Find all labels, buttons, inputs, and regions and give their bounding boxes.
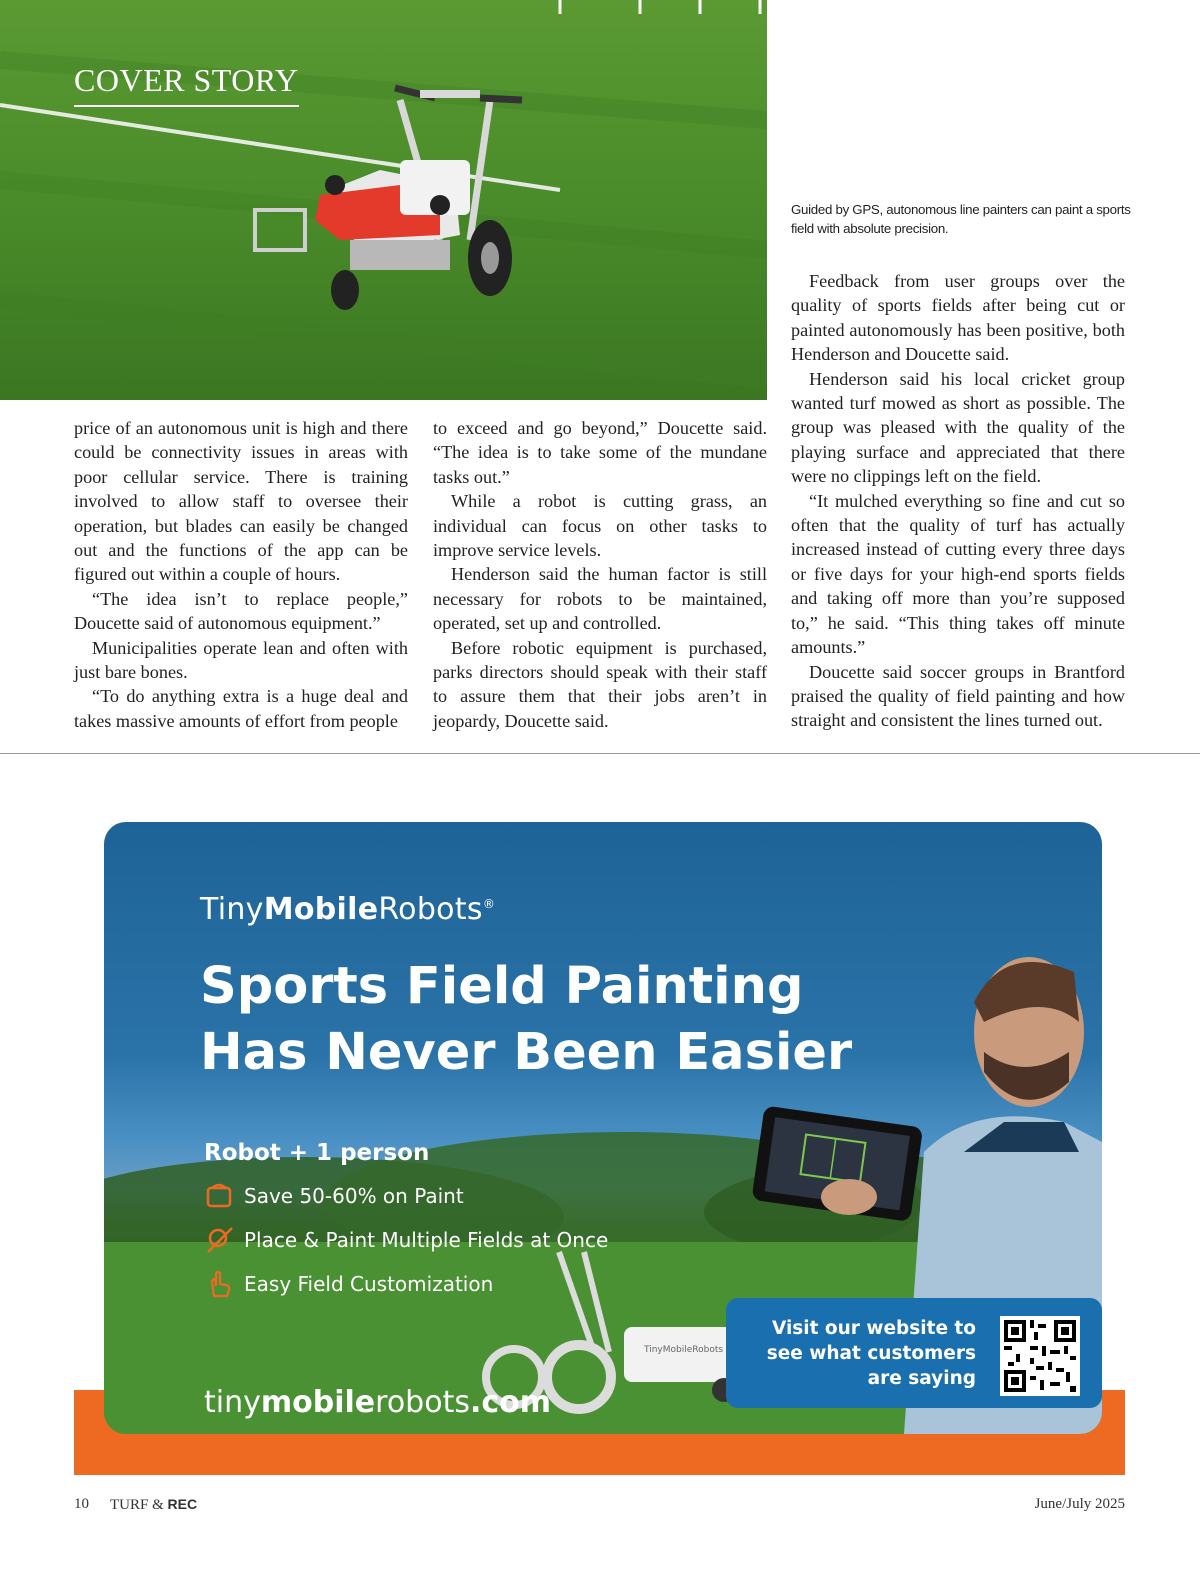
hero-photo (0, 0, 767, 400)
no-tape-icon (204, 1226, 236, 1254)
paint-bucket-icon (204, 1182, 236, 1210)
url-part: mobile (260, 1385, 376, 1420)
headline-line: Has Never Been Easier (200, 1023, 853, 1082)
paragraph: price of an autonomous unit is high and there could be connectivity issues in areas with poor cellular service. There is training involved to allow staff to oversee their operation, but blades can easily be changed out and the functions of the app can be figured out within a couple of hours. (74, 418, 408, 585)
page-number: 10 (74, 1496, 89, 1512)
advertisement[interactable] (74, 800, 1125, 1475)
paragraph: “It mulched everything so fine and cut so often that the quality of turf has actually increased instead of cutting every three days or five days for your high-end sports fields and taking off more than you’re supposed to,” he said. “This thing takes off minute amounts.” (791, 490, 1125, 658)
paragraph: “The idea isn’t to replace people,” Doucette said of autonomous equipment.” (74, 588, 408, 634)
cta-line: Visit our website to (771, 1318, 976, 1339)
url-part: robots (375, 1385, 470, 1420)
feature-label: Place & Paint Multiple Fields at Once (244, 1228, 609, 1252)
feature-label: Save 50-60% on Paint (244, 1184, 464, 1208)
cta-text (767, 1316, 976, 1391)
hand-touch-icon (204, 1270, 236, 1298)
ad-card (104, 822, 1102, 1434)
logo-part: Mobile (263, 892, 379, 927)
ad-feature-item (204, 1226, 608, 1254)
paragraph: Municipalities operate lean and often with just bare bones. (74, 637, 408, 683)
mag-name-part: TURF & (110, 1497, 168, 1513)
section-label: COVER STORY (74, 62, 299, 107)
paragraph: Feedback from user groups over the quality of sports fields after being cut or painted autonomously has been positive, both Henderson and Doucette said. (791, 271, 1125, 365)
ad-feature-item (204, 1270, 493, 1298)
field-robot-illustration (0, 0, 767, 400)
logo-part: Robots (378, 892, 483, 927)
qr-code-icon[interactable] (1000, 1316, 1080, 1396)
paragraph: Before robotic equipment is purchased, parks directors should speak with their staff to assure them that their jobs aren’t in jeopardy, Doucette said. (433, 637, 767, 731)
mag-name-part: REC (167, 1496, 198, 1512)
logo-part: Tiny (200, 892, 264, 927)
paragraph: “To do anything extra is a huge deal and takes massive amounts of effort from people (74, 686, 408, 731)
cta-line: see what customers (766, 1343, 976, 1364)
paragraph: to exceed and go beyond,” Doucette said. “The idea is to take some of the mundane tasks out.” (433, 418, 767, 487)
paragraph: Henderson said his local cricket group wanted turf mowed as short as possible. The group was pleased with the quality of the playing surface and appreciated that there were no clippings left on the field. (791, 368, 1125, 487)
registered-mark: ® (482, 897, 496, 911)
section-divider (0, 753, 1200, 754)
paragraph: Doucette said soccer groups in Brantford praised the quality of field painting and how straight and consistent the lines turned out. (791, 661, 1125, 731)
paragraph: While a robot is cutting grass, an individual can focus on other tasks to improve service levels. (433, 491, 767, 561)
photo-caption: Guided by GPS, autonomous line painters can paint a sports field with absolute precision. (791, 202, 1131, 236)
url-part: .com (469, 1385, 552, 1420)
article-column-1 (74, 416, 408, 733)
url-part: tiny (204, 1385, 261, 1420)
ad-subhead: Robot + 1 person (204, 1140, 430, 1166)
headline-line: Sports Field Painting (200, 957, 804, 1016)
magazine-name (110, 1496, 197, 1514)
ad-headline (200, 954, 960, 1086)
ad-website-url[interactable] (204, 1385, 551, 1420)
article-column-3 (791, 269, 1125, 733)
ad-cta-box[interactable] (726, 1298, 1102, 1408)
feature-label: Easy Field Customization (244, 1272, 494, 1296)
paragraph: Henderson said the human factor is still necessary for robots to be maintained, operated, set up and controlled. (433, 564, 767, 634)
ad-feature-item (204, 1182, 464, 1210)
ad-brand-logo (200, 892, 495, 927)
cta-line: are saying (867, 1368, 976, 1389)
issue-date: June/July 2025 (1034, 1496, 1125, 1512)
robot-label: TinyMobileRobots (644, 1345, 724, 1355)
article-column-2 (433, 416, 767, 733)
